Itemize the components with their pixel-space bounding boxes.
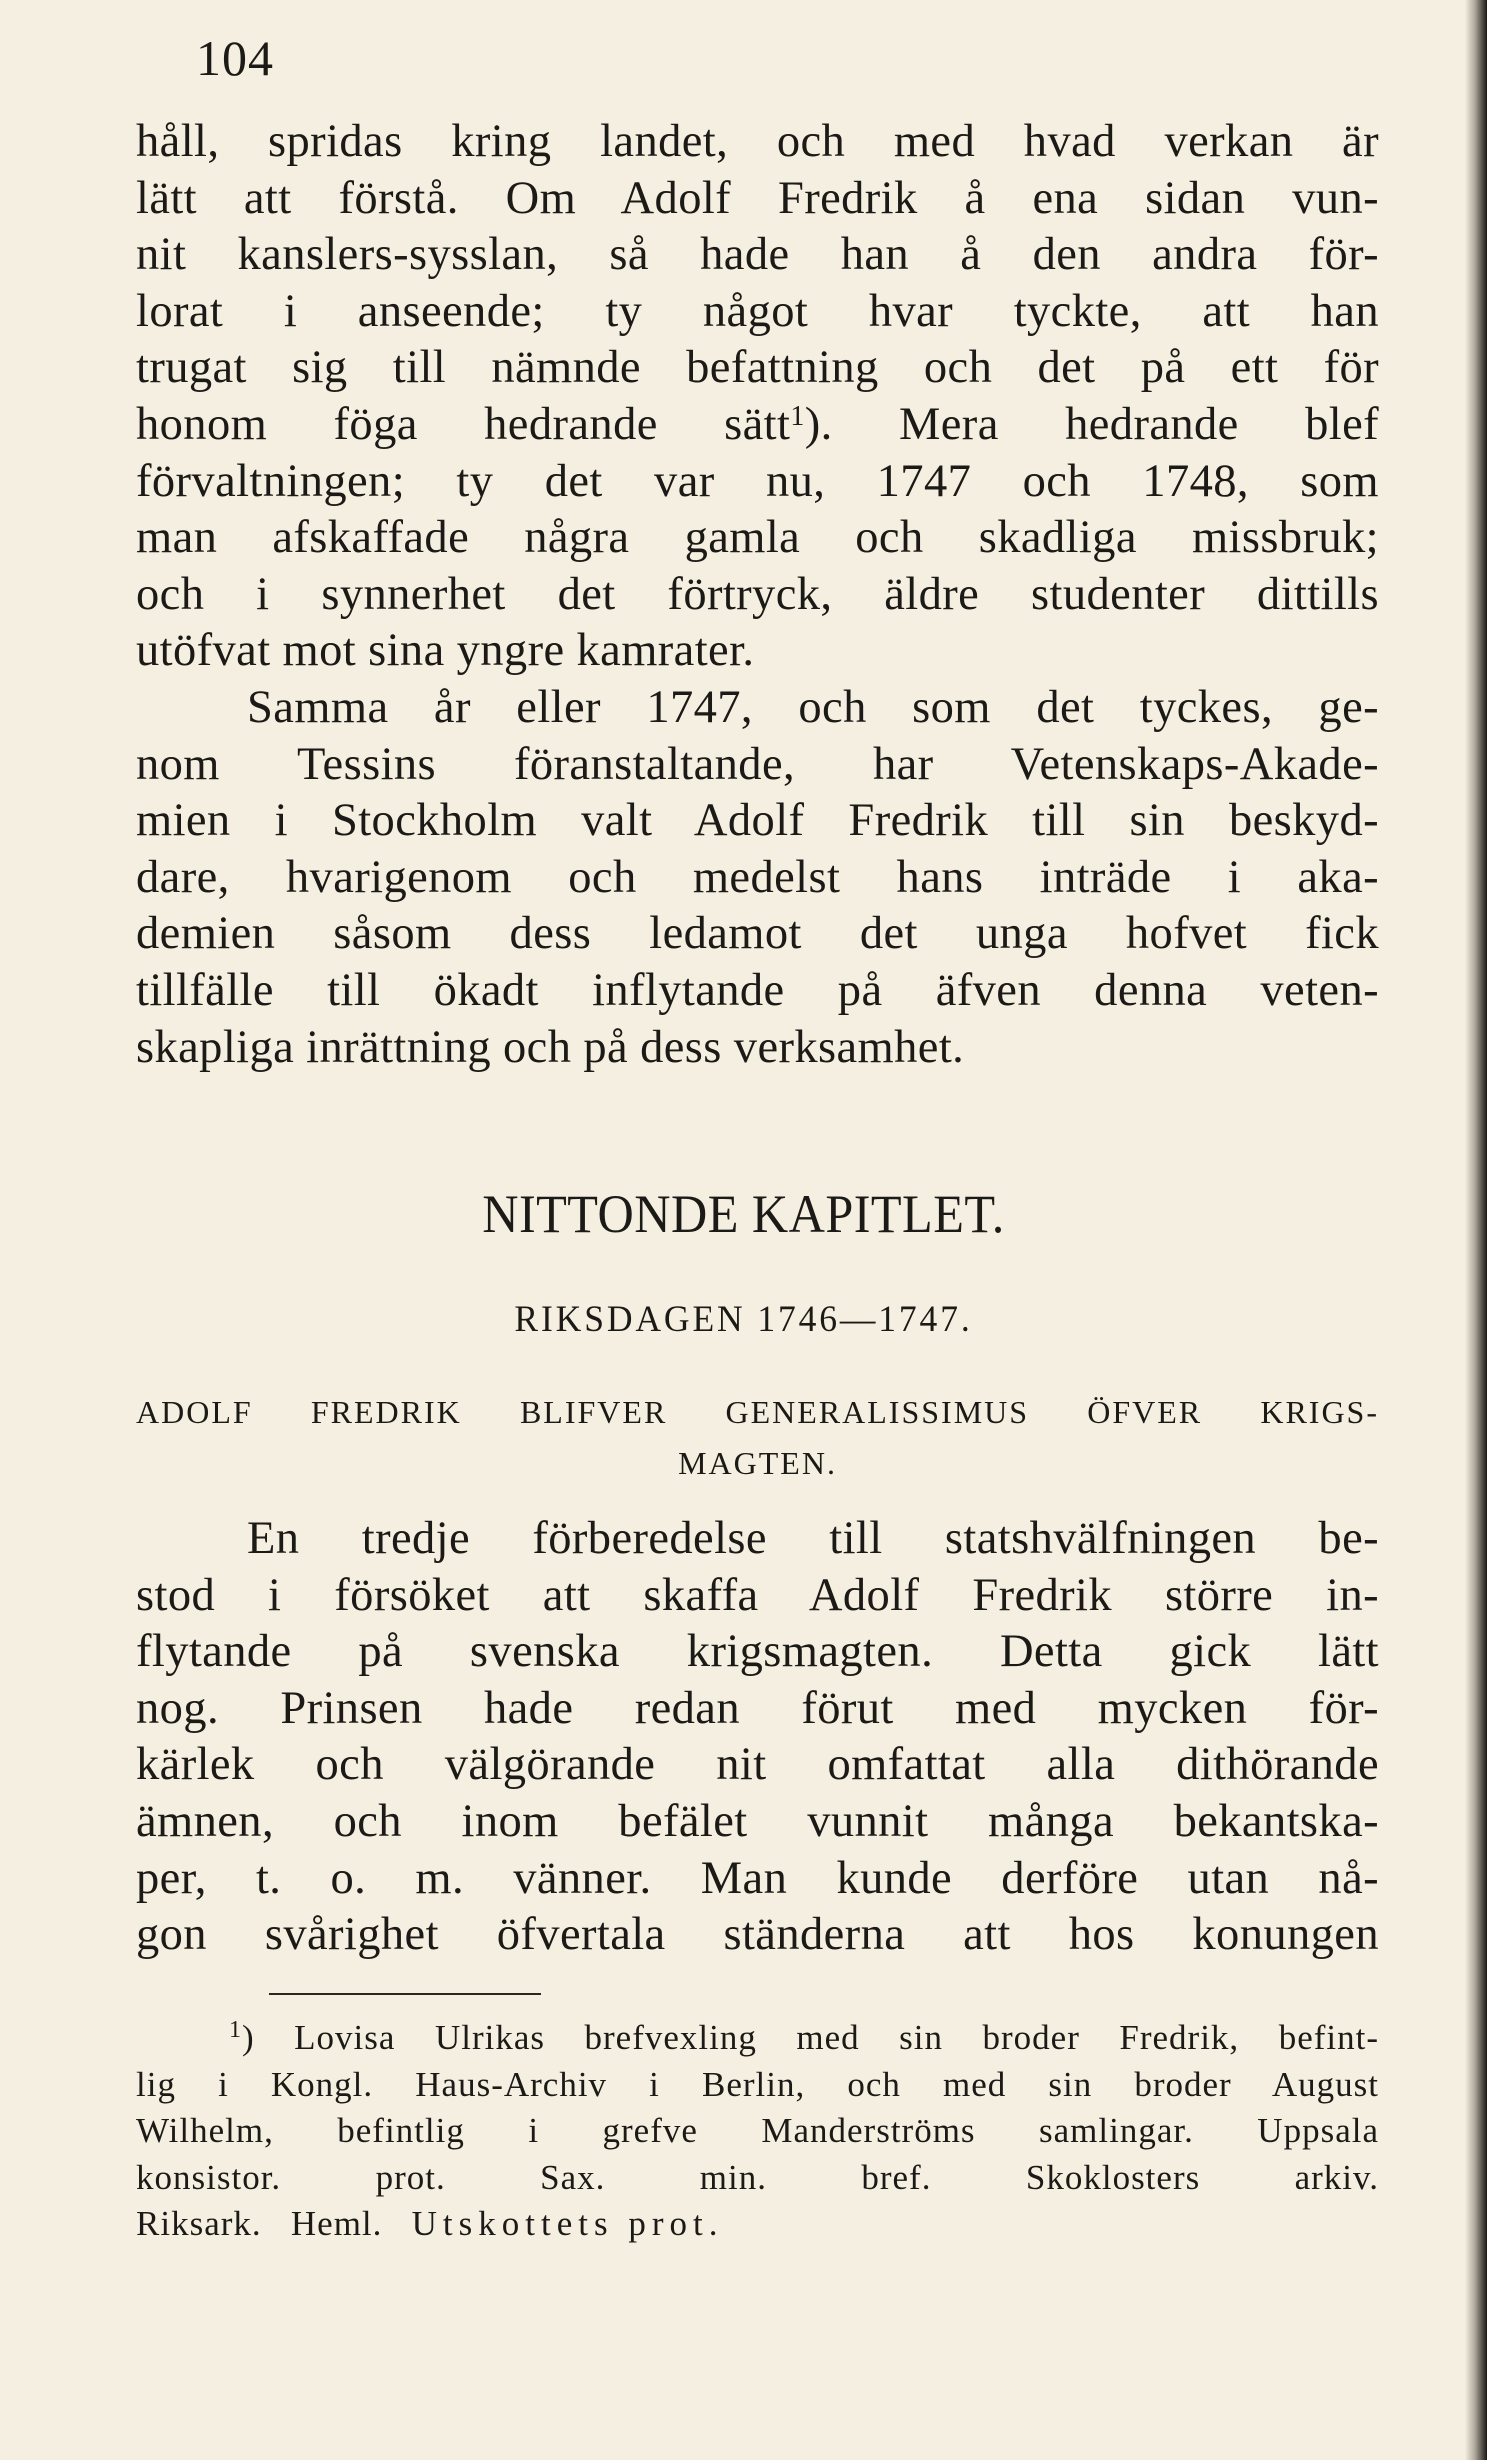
- text-line: skapliga inrättning och på dess verksamhet.: [136, 1021, 965, 1073]
- text-line: En tredje förberedelse till statshvälfningen be-: [247, 1513, 1379, 1564]
- text-line: demien såsom dess ledamot det unga hofvet fick: [136, 908, 1379, 960]
- text-line: mien i Stockholm valt Adolf Fredrik till sin beskyd-: [136, 795, 1379, 847]
- text-line: tillfälle till ökadt inflytande på äfven denna veten-: [136, 964, 1379, 1016]
- text-line: per, t. o. m. vänner. Man kunde derföre utan nå-: [136, 1852, 1379, 1904]
- text-line: håll, spridas kring landet, och med hvad verkan är: [136, 116, 1379, 167]
- text-line: nit kanslers-sysslan, så hade han å den andra för-: [136, 229, 1379, 281]
- footnote-source: Riksark.: [136, 2204, 262, 2243]
- text-line: trugat sig till nämnde befattning och det på ett för: [136, 342, 1379, 394]
- text-line: förvaltningen; ty det var nu, 1747 och 1748, som: [136, 455, 1379, 507]
- text-line: gon svårighet öfvertala ständerna att hos konungen: [136, 1909, 1379, 1961]
- text-line: flytande på svenska krigsmagten. Detta gick lätt: [136, 1626, 1379, 1678]
- summary-line: ADOLF FREDRIK BLIFVER GENERALISSIMUS ÖFVER KRIGS-: [136, 1394, 1379, 1430]
- footnote-divider: [269, 1993, 541, 1995]
- footnote-source: Heml.: [290, 2204, 383, 2243]
- footnote-line: [136, 2155, 1379, 2202]
- text-line: lätt att förstå. Om Adolf Fredrik å ena sidan vun-: [136, 172, 1379, 224]
- text-line: nog. Prinsen hade redan förut med mycken för-: [136, 1682, 1379, 1734]
- chapter-summary: [136, 1387, 1379, 1489]
- footnote-source: Utskottets prot.: [411, 2204, 724, 2243]
- text-line: utöfvat mot sina yngre kamrater.: [136, 625, 755, 677]
- footnote-source: Skoklosters arkiv.: [1025, 2157, 1380, 2197]
- page-number: 104: [196, 30, 274, 86]
- text-line: och i synnerhet det förtryck, äldre studenter dittills: [136, 568, 1379, 620]
- footnote-source: konsistor. prot.: [136, 2157, 446, 2197]
- text-line: man afskaffade några gamla och skadliga missbruk;: [136, 512, 1379, 564]
- text-line: Samma år eller 1747, och som det tyckes, ge-: [247, 681, 1379, 733]
- chapter-title: NITTONDE KAPITLET.: [482, 1184, 1005, 1244]
- footnote-line: lig i Kongl. Haus-Archiv i Berlin, och med sin broder August: [136, 2064, 1379, 2104]
- text-fragment: honom föga hedrande sätt: [136, 398, 791, 450]
- text-fragment: ). Mera hedrande blef: [804, 398, 1379, 450]
- footnote-line: Wilhelm, befintlig i grefve Manderströms samlingar. Uppsala: [136, 2111, 1379, 2150]
- page-edge-shadow: [1465, 0, 1487, 2460]
- chapter-subtitle: RIKSDAGEN 1746—1747.: [514, 1299, 973, 1340]
- lower-paragraph: [136, 1511, 1379, 1964]
- footnote-mark: 1: [229, 2017, 242, 2043]
- text-line-with-footnote-ref: [136, 397, 1379, 454]
- text-line: kärlek och välgörande nit omfattat alla dithörande: [136, 1739, 1379, 1791]
- footnote: [136, 2015, 1379, 2248]
- footnote-text: ) Lovisa Ulrikas brefvexling med sin broder Fredrik, befint-: [242, 2018, 1379, 2057]
- text-line: nom Tessins föranstaltande, har Vetenskaps-Akade-: [136, 738, 1379, 790]
- footnote-source: Sax. min. bref.: [540, 2157, 932, 2197]
- text-line: dare, hvarigenom och medelst hans inträde i aka-: [136, 851, 1379, 903]
- footnote-line: [136, 2015, 1379, 2062]
- text-line: ämnen, och inom befälet vunnit många bekantska-: [136, 1795, 1379, 1847]
- footnote-line: [136, 2201, 1379, 2248]
- upper-paragraphs: [136, 114, 1379, 1076]
- text-line: lorat i anseende; ty något hvar tyckte, att han: [136, 285, 1379, 337]
- summary-line: MAGTEN.: [678, 1445, 837, 1481]
- text-line: stod i försöket att skaffa Adolf Fredrik större in-: [136, 1569, 1379, 1621]
- footnote-reference[interactable]: 1: [790, 400, 805, 432]
